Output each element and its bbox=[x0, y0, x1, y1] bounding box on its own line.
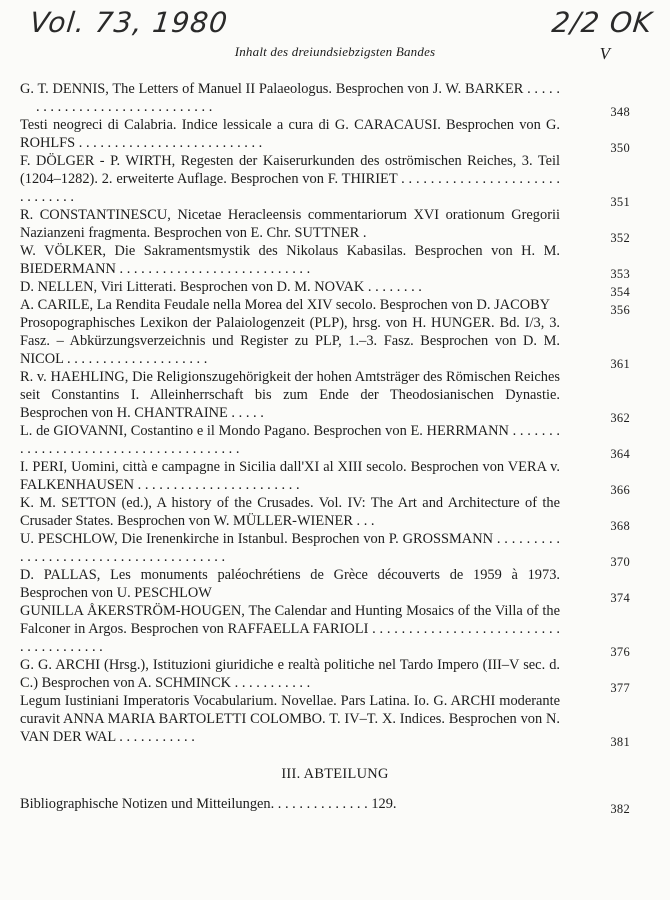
toc-entry bbox=[20, 368, 650, 425]
toc-entry-text: R. CONSTANTINESCU, Nicetae Heracleensis commentariorum XVI orationum Gregorii Nazianzeni fragmenta. Besprochen von E. Chr. SUTTNER . bbox=[20, 207, 560, 241]
toc-entry-page: 377 bbox=[610, 681, 630, 695]
toc-entry bbox=[20, 116, 650, 155]
toc-entry bbox=[20, 458, 650, 497]
toc-entry-page: 370 bbox=[610, 555, 630, 569]
toc-entry-page: 382 bbox=[610, 802, 630, 816]
toc-entry bbox=[20, 692, 650, 749]
toc-entry-text: GUNILLA ÅKERSTRÖM-HOUGEN, The Calendar and Hunting Mosaics of the Villa of the Falconer in Argos. Besprochen von RAFFAELLA FARIOLI . . . . . . . . . . . . . . . . . . . . . . . . . . . . . . . . . . . . . . bbox=[20, 603, 560, 655]
toc-entry-text: Bibliographische Notizen und Mitteilungen. . . . . . . . . . . . . . 129. bbox=[20, 796, 397, 812]
toc-entry-text: Legum Iustiniani Imperatoris Vocabularium. Novellae. Pars Latina. Io. G. ARCHI moderante curavit ANNA MARIA BARTOLETTI COLOMBO. T. IV–T. X. Indices. Besprochen von N. VAN DER WAL . . . . . . . . . . . bbox=[20, 693, 560, 745]
toc-entry bbox=[20, 795, 650, 816]
running-header-title: Inhalt des dreiundsiebzigsten Bandes bbox=[234, 44, 436, 59]
toc-entry-text: G. T. DENNIS, The Letters of Manuel II Palaeologus. Besprochen von J. W. BARKER . . . . . . . . . . . . . . . . . . . . . . . . . . . . . . bbox=[20, 81, 560, 115]
toc-entry bbox=[20, 242, 650, 281]
toc-entry bbox=[20, 566, 650, 605]
toc-entry-text: G. G. ARCHI (Hrsg.), Istituzioni giuridiche e realtà politiche nel Tardo Impero (III–V sec. d. C.) Besprochen von A. SCHMINCK . . . . . . . . . . . bbox=[20, 657, 560, 691]
toc-entry-text: F. DÖLGER - P. WIRTH, Regesten der Kaiserurkunden des oströmischen Reiches, 3. Teil (1204–1282). 2. erweiterte Auflage. Besprochen von F. THIRIET . . . . . . . . . . . . . . . . . . . . . . . . . . . . . . bbox=[20, 153, 560, 205]
toc-entry-page: 353 bbox=[610, 267, 630, 281]
toc-entry-page: 364 bbox=[610, 447, 630, 461]
section-heading: III. ABTEILUNG bbox=[281, 766, 389, 782]
toc-entry-text: Prosopographisches Lexikon der Palaiologenzeit (PLP), hrsg. von H. HUNGER. Bd. I/3, 3. Fasz. – Abkürzungsverzeichnis und Register zu PLP, 1.–3. Fasz. Besprochen von D. M. NICOL . . . . . . . . . . . . . . . . . . . . bbox=[20, 315, 560, 367]
table-of-contents bbox=[20, 80, 650, 816]
toc-entry-text: L. de GIOVANNI, Costantino e il Mondo Pagano. Besprochen von E. HERRMANN . . . . . . . . . . . . . . . . . . . . . . . . . . . . . . . . . . . . . . bbox=[20, 423, 560, 457]
toc-entry-page: 348 bbox=[610, 105, 630, 119]
toc-entry-page: 351 bbox=[610, 195, 630, 209]
handwritten-volume-note: Vol. 73, 1980 bbox=[28, 6, 230, 39]
toc-entry-page: 368 bbox=[610, 519, 630, 533]
toc-entry bbox=[20, 278, 650, 299]
toc-entry bbox=[20, 530, 650, 569]
running-header-page-number: V bbox=[599, 44, 610, 63]
toc-entry-text: A. CARILE, La Rendita Feudale nella Morea del XIV secolo. Besprochen von D. JACOBY bbox=[20, 297, 551, 313]
toc-entry-page: 362 bbox=[610, 411, 630, 425]
toc-entry bbox=[20, 296, 650, 317]
toc-entry bbox=[20, 602, 650, 659]
toc-entry bbox=[20, 80, 650, 119]
toc-entry-text: W. VÖLKER, Die Sakramentsmystik des Nikolaus Kabasilas. Besprochen von H. M. BIEDERMANN . . . . . . . . . . . . . . . . . . . . . . . . . . . bbox=[20, 243, 560, 277]
toc-entry bbox=[20, 206, 650, 245]
toc-entry-page: 366 bbox=[610, 483, 630, 497]
toc-entry bbox=[20, 656, 650, 695]
toc-entry-page: 374 bbox=[610, 591, 630, 605]
toc-entry-text: Testi neogreci di Calabria. Indice lessicale a cura di G. CARACAUSI. Besprochen von G. ROHLFS . . . . . . . . . . . . . . . . . . . . . . . . . . bbox=[20, 117, 560, 151]
toc-entry-page: 361 bbox=[610, 357, 630, 371]
toc-entry-page: 376 bbox=[610, 645, 630, 659]
handwritten-check-note: 2/2 OK bbox=[549, 6, 654, 39]
toc-entry-page: 381 bbox=[610, 735, 630, 749]
toc-entry-text: D. NELLEN, Viri Litterati. Besprochen von D. M. NOVAK . . . . . . . . bbox=[20, 279, 422, 295]
toc-entry-text: U. PESCHLOW, Die Irenenkirche in Istanbul. Besprochen von P. GROSSMANN . . . . . . . . . . . . . . . . . . . . . . . . . . . . . . . . . . . . . . bbox=[20, 531, 560, 565]
toc-entry-text: R. v. HAEHLING, Die Religionszugehörigkeit der hohen Amtsträger des Römischen Reiches seit Constantins I. Alleinherrschaft bis zum Ende der Theodosianischen Dynastie. Besprochen von H. CHANTRAINE . . . . . bbox=[20, 369, 560, 421]
toc-entry-page: 354 bbox=[610, 285, 630, 299]
toc-entry-text: K. M. SETTON (ed.), A history of the Crusades. Vol. IV: The Art and Architecture of the Crusader States. Besprochen von W. MÜLLER-WIENER . . . bbox=[20, 495, 560, 529]
toc-entry-page: 352 bbox=[610, 231, 630, 245]
toc-entry bbox=[20, 314, 650, 371]
toc-entry-page: 356 bbox=[610, 303, 630, 317]
toc-entry-text: I. PERI, Uomini, città e campagne in Sicilia dall'XI al XIII secolo. Besprochen von VERA v. FALKENHAUSEN . . . . . . . . . . . . . . . . . . . . . . . bbox=[20, 459, 560, 493]
toc-entry bbox=[20, 494, 650, 533]
toc-entry bbox=[20, 422, 650, 461]
toc-entry-text: D. PALLAS, Les monuments paléochrétiens de Grèce découverts de 1959 à 1973. Besprochen von U. PESCHLOW bbox=[20, 567, 560, 601]
toc-entry bbox=[20, 152, 650, 209]
toc-entry-page: 350 bbox=[610, 141, 630, 155]
